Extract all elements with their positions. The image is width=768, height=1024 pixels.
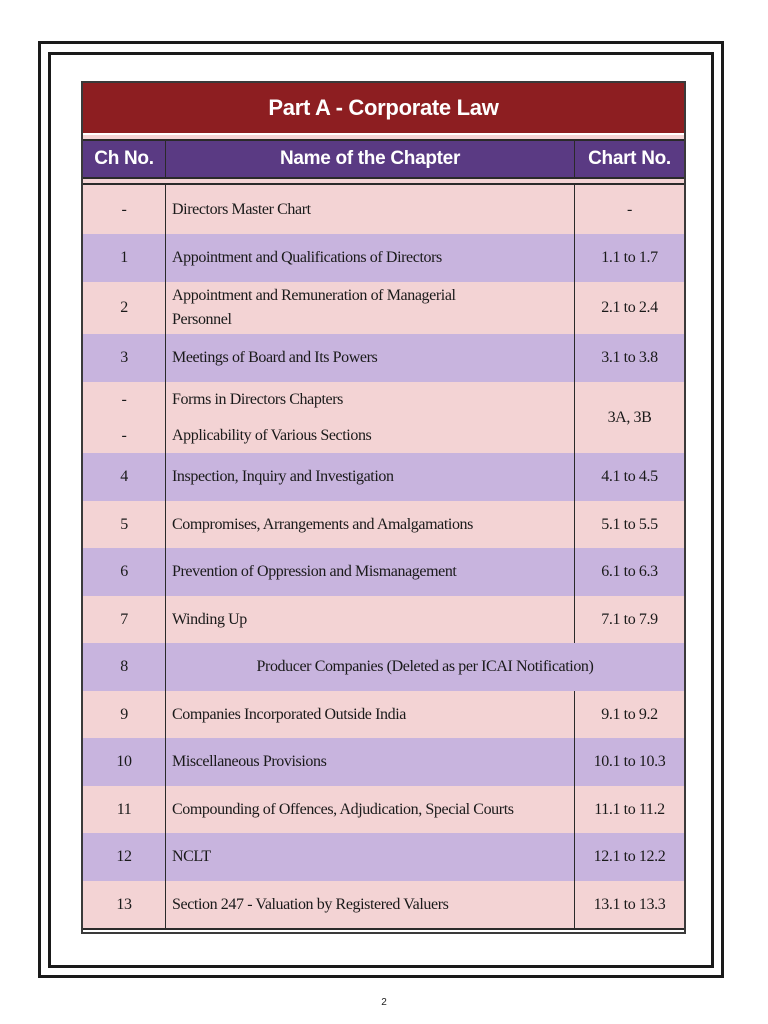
chapter-name-line: Appointment and Remuneration of Managerial: [172, 287, 456, 304]
chapter-name-text: Compounding of Offences, Adjudication, Special Courts: [172, 800, 514, 818]
table-row: [83, 501, 684, 548]
chapter-name-text: Meetings of Board and Its Powers: [172, 349, 378, 366]
row-ch-no: 9: [120, 705, 128, 723]
row-chapter-name: [165, 881, 574, 928]
chapter-name-text: Inspection, Inquiry and Investigation: [172, 468, 394, 485]
chapter-name-line: Forms in Directors Chapters: [172, 390, 343, 408]
row-ch-no: 4: [120, 468, 128, 485]
table-row: [83, 643, 684, 691]
row-chart-no: 11.1 to 11.2: [574, 786, 684, 833]
table-bottom-rule: [83, 928, 684, 932]
table-row: [83, 596, 684, 643]
chapter-name-text: Directors Master Chart: [172, 200, 311, 218]
chapter-name-line: Personnel: [172, 311, 232, 328]
row-chart-no: 2.1 to 2.4: [574, 282, 684, 334]
chapter-name-text: Miscellaneous Provisions: [172, 753, 327, 770]
row-chapter-name: [165, 548, 574, 596]
table-row: [83, 334, 684, 382]
row-ch-no: [83, 382, 165, 453]
table-row: [83, 833, 684, 881]
row-chart-no: 6.1 to 6.3: [574, 548, 684, 596]
row-ch-no: 7: [120, 610, 128, 628]
row-chart-no: 10.1 to 10.3: [574, 738, 684, 786]
chapter-name-text: Section 247 - Valuation by Registered Valuers: [172, 895, 449, 913]
row-chart-no: -: [574, 185, 684, 234]
table-row: [83, 691, 684, 738]
row-chart-no: 4.1 to 4.5: [574, 453, 684, 501]
chapter-name-text: Compromises, Arrangements and Amalgamations: [172, 515, 473, 533]
row-chart-no: 7.1 to 7.9: [574, 596, 684, 643]
table-row: [83, 234, 684, 282]
ch-no-line: -: [121, 390, 127, 408]
row-chart-no: 5.1 to 5.5: [574, 501, 684, 548]
row-chart-no: 3.1 to 3.8: [574, 334, 684, 382]
chapter-name-text: Winding Up: [172, 610, 247, 628]
table-row: [83, 382, 684, 453]
chapter-name-text: Appointment and Qualifications of Directors: [172, 249, 442, 266]
table-row: [83, 738, 684, 786]
row-chapter-name: [165, 334, 574, 382]
row-chapter-name: [165, 282, 574, 334]
row-ch-no: 6: [120, 563, 128, 580]
row-ch-no: 10: [116, 753, 132, 770]
row-chart-no: 12.1 to 12.2: [574, 833, 684, 881]
row-chart-no: 9.1 to 9.2: [574, 691, 684, 738]
chapter-name-line: Applicability of Various Sections: [172, 426, 372, 444]
table-body: [83, 185, 684, 928]
header-ch-no: Ch No.: [94, 148, 154, 169]
row-chart-no: 3A, 3B: [574, 382, 684, 453]
row-ch-no: 2: [120, 299, 128, 316]
ch-no-line: -: [121, 426, 127, 444]
table-row: [83, 453, 684, 501]
row-chart-no: 13.1 to 13.3: [574, 881, 684, 928]
row-chapter-name: [165, 738, 574, 786]
row-chapter-name-spanning: Producer Companies (Deleted as per ICAI Notification): [165, 643, 684, 691]
contents-table: [81, 81, 686, 934]
table-row: [83, 548, 684, 596]
header-chart-no: Chart No.: [574, 141, 684, 177]
row-chapter-name: [165, 185, 574, 234]
row-ch-no: 11: [116, 800, 132, 818]
row-chapter-name: [165, 234, 574, 282]
row-ch-no: 1: [120, 249, 128, 266]
table-row: [83, 786, 684, 833]
row-chart-no: 1.1 to 1.7: [574, 234, 684, 282]
chapter-name-text: Prevention of Oppression and Mismanagement: [172, 563, 457, 580]
chapter-name-text: NCLT: [172, 848, 211, 865]
row-chapter-name: [165, 382, 574, 453]
header-chapter-name: Name of the Chapter: [165, 141, 574, 177]
row-ch-no: 3: [120, 349, 128, 366]
row-chapter-name: [165, 453, 574, 501]
table-row: [83, 185, 684, 234]
row-ch-no: 13: [116, 895, 132, 913]
row-chapter-name: [165, 786, 574, 833]
row-ch-no: 12: [116, 848, 132, 865]
row-chapter-name: [165, 501, 574, 548]
row-ch-no: 5: [120, 515, 128, 533]
row-ch-no: -: [121, 200, 127, 218]
row-chapter-name: [165, 596, 574, 643]
row-chapter-name: [165, 833, 574, 881]
row-ch-no: 8: [120, 658, 128, 675]
table-row: [83, 282, 684, 334]
page-number: 2: [381, 997, 387, 1008]
header-row: [83, 139, 684, 179]
table-title: Part A - Corporate Law: [83, 83, 684, 135]
table-row: [83, 881, 684, 928]
row-chapter-name: [165, 691, 574, 738]
chapter-name-text: Companies Incorporated Outside India: [172, 705, 406, 723]
